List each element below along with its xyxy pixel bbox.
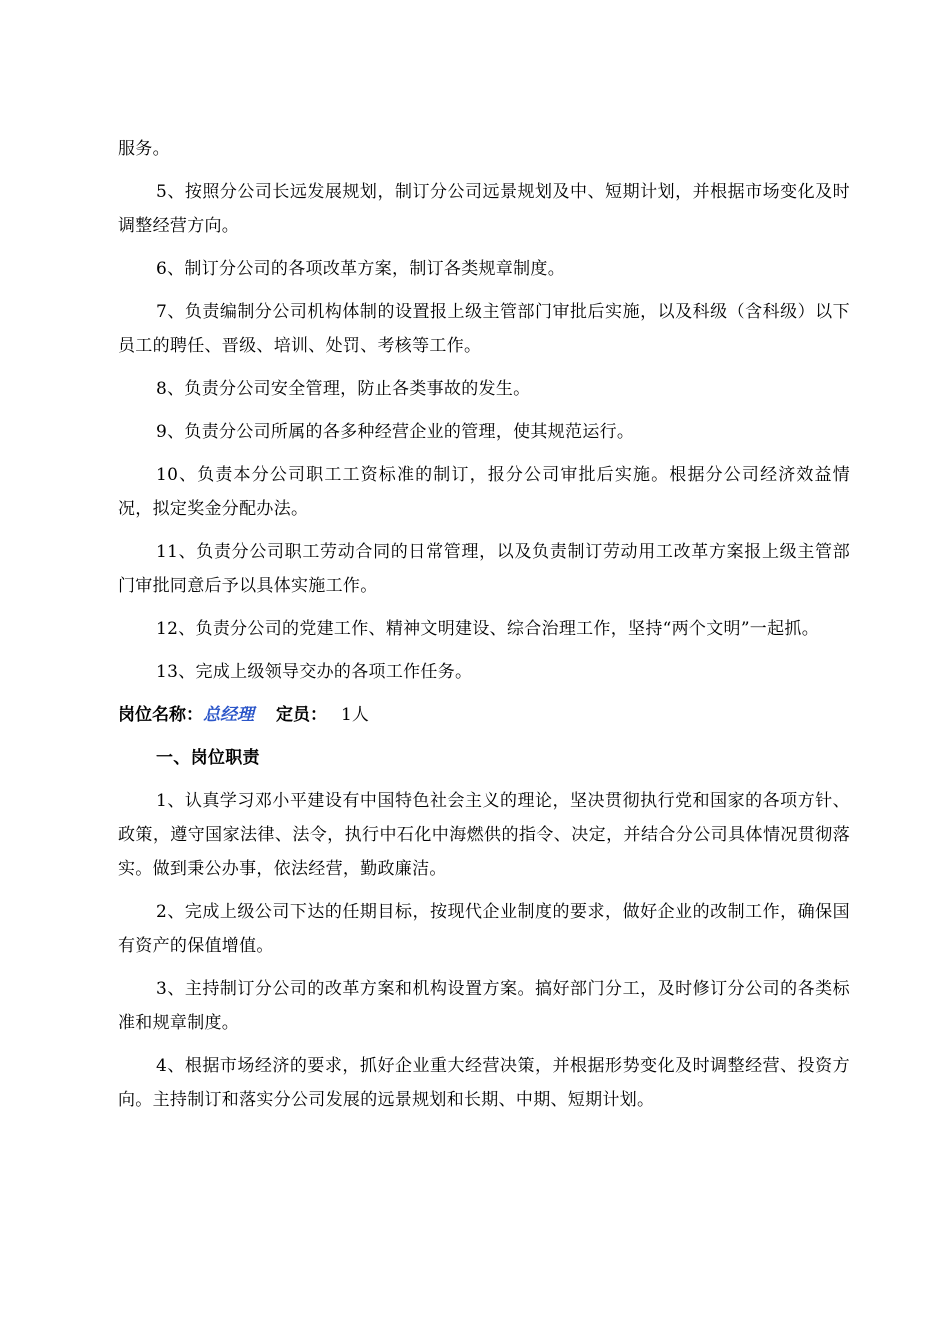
paragraph-continuation: 服务。 — [118, 139, 170, 159]
duty-item-3: 3、主持制订分公司的改革方案和机构设置方案。搞好部门分工，及时修订分公司的各类标准和规章制度。 — [118, 979, 850, 1033]
section-heading: 一、岗位职责 — [156, 748, 260, 768]
paragraph-item-6: 6、制订分公司的各项改革方案，制订各类规章制度。 — [156, 259, 566, 279]
post-quota-label: 定员： — [276, 705, 327, 725]
post-name-label: 岗位名称： — [118, 705, 203, 725]
paragraph-item-5: 5、按照分公司长远发展规划，制订分公司远景规划及中、短期计划，并根据市场变化及时调整经营方向。 — [118, 182, 850, 236]
duty-item-2: 2、完成上级公司下达的任期目标，按现代企业制度的要求，做好企业的改制工作，确保国有资产的保值增值。 — [118, 902, 850, 956]
post-quota-value: 1人 — [341, 705, 369, 725]
document-page — [118, 132, 850, 1126]
paragraph-item-11: 11、负责分公司职工劳动合同的日常管理，以及负责制订劳动用工改革方案报上级主管部门审批同意后予以具体实施工作。 — [118, 542, 850, 596]
duty-item-1: 1、认真学习邓小平建设有中国特色社会主义的理论，坚决贯彻执行党和国家的各项方针、政策，遵守国家法律、法令，执行中石化中海燃供的指令、决定，并结合分公司具体情况贯彻落实。做到秉公办事，依法经营，勤政廉洁。 — [118, 791, 850, 879]
post-name-value: 总经理 — [203, 705, 254, 725]
paragraph-item-9: 9、负责分公司所属的各多种经营企业的管理，使其规范运行。 — [156, 422, 635, 442]
paragraph-item-12: 12、负责分公司的党建工作、精神文明建设、综合治理工作，坚持“两个文明”一起抓。 — [156, 619, 820, 639]
paragraph-item-8: 8、负责分公司安全管理，防止各类事故的发生。 — [156, 379, 531, 399]
duty-item-4: 4、根据市场经济的要求，抓好企业重大经营决策，并根据形势变化及时调整经营、投资方向。主持制订和落实分公司发展的远景规划和长期、中期、短期计划。 — [118, 1056, 850, 1110]
post-header — [118, 698, 850, 732]
paragraph-item-7: 7、负责编制分公司机构体制的设置报上级主管部门审批后实施，以及科级（含科级）以下员工的聘任、晋级、培训、处罚、考核等工作。 — [118, 302, 850, 356]
paragraph-item-10: 10、负责本分公司职工工资标准的制订，报分公司审批后实施。根据分公司经济效益情况，拟定奖金分配办法。 — [118, 465, 850, 519]
paragraph-item-13: 13、完成上级领导交办的各项工作任务。 — [156, 662, 473, 682]
